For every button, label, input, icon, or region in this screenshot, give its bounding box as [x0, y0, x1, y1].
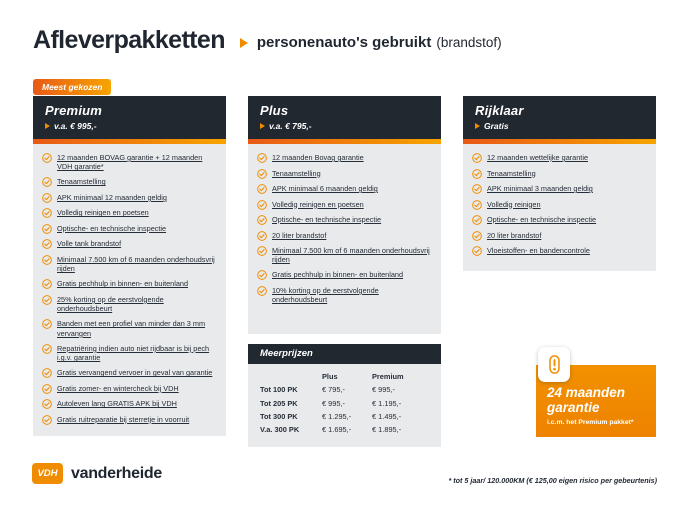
check-icon: [257, 169, 267, 179]
feature-text: Banden met een profiel van minder dan 3 mm vervangen: [57, 319, 206, 338]
check-icon: [472, 153, 482, 163]
package-card-plus: [248, 96, 441, 334]
package-header-plus: [248, 96, 441, 139]
feature-text: Minimaal 7.500 km of 6 maanden onderhoudsvrij rijden: [272, 246, 430, 265]
check-icon: [257, 270, 267, 280]
check-icon: [257, 246, 267, 256]
package-price: Gratis: [484, 121, 509, 131]
feature-item: [42, 344, 218, 363]
package-header-rijklaar: [463, 96, 656, 139]
feature-text: Optische- en technische inspectie: [272, 215, 382, 224]
brand-name: vanderheide: [71, 464, 162, 482]
feature-item: [42, 255, 218, 274]
feature-item: [42, 193, 218, 203]
feature-item: [42, 319, 218, 338]
feature-item: [257, 286, 433, 305]
column-header-plus: Plus: [322, 372, 338, 381]
guarantee-line2: garantie: [547, 399, 600, 415]
feature-text: 10% korting op de eerstvolgende onderhoudsbeurt: [272, 285, 379, 305]
premium-price-cell: € 995,-: [372, 385, 396, 395]
check-icon: [257, 184, 267, 194]
check-icon: [42, 239, 52, 249]
plus-price-cell: € 995,-: [322, 398, 346, 408]
guarantee-line1: 24 maanden: [547, 385, 626, 400]
feature-text: Vloeistoffen- en bandencontrole: [487, 246, 590, 255]
feature-text: Gratis zomer- en wintercheck bij VDH: [57, 383, 179, 393]
feature-item: [42, 279, 218, 289]
surcharges-row: [260, 412, 431, 421]
check-icon: [42, 279, 52, 289]
power-range-label: Tot 205 PK: [260, 398, 298, 408]
feature-text: Volledig reinigen en poetsen: [57, 208, 149, 218]
feature-item: [472, 153, 648, 163]
feature-list-plus: [248, 144, 441, 334]
check-icon: [42, 153, 52, 163]
feature-text: Tenaamstelling: [487, 168, 536, 178]
feature-text: Volledig reinigen en poetsen: [272, 199, 364, 209]
premium-price-cell: € 1.895,-: [372, 425, 402, 434]
surcharges-row: [260, 399, 431, 408]
feature-text: 20 liter brandstof: [487, 230, 542, 240]
check-icon: [42, 193, 52, 203]
surcharges-card: [248, 344, 441, 447]
check-icon: [42, 344, 52, 354]
power-range-label: Tot 100 PK: [260, 385, 298, 395]
surcharges-table-header-row: [260, 372, 431, 381]
package-name: Rijklaar: [475, 103, 524, 118]
guarantee-subtext: i.c.m. het Premium pakket*: [547, 419, 634, 427]
feature-text: Tenaamstelling: [272, 168, 321, 178]
package-header-premium: [33, 96, 226, 139]
check-icon: [257, 200, 267, 210]
feature-item: [257, 184, 433, 194]
disclaimer-footnote: * tot 5 jaar/ 120.000KM (€ 125,00 eigen risico per gebeurtenis): [448, 476, 657, 485]
feature-item: [257, 153, 433, 163]
package-price-row: [475, 121, 644, 131]
feature-text: Optische- en technische inspectie: [57, 223, 167, 233]
check-icon: [42, 224, 52, 234]
premium-price-cell: € 1.495,-: [372, 411, 402, 421]
feature-text: APK minimaal 6 maanden geldig: [272, 184, 378, 193]
check-icon: [257, 153, 267, 163]
feature-text: Minimaal 7.500 km of 6 maanden onderhoudsvrij rijden: [57, 254, 215, 274]
surcharges-header: [248, 344, 441, 364]
feature-item: [472, 215, 648, 225]
plus-price-cell: € 795,-: [322, 385, 346, 395]
feature-item: [257, 169, 433, 179]
surcharges-title: Meerprijzen: [260, 348, 313, 359]
feature-text: 12 maanden BOVAG garantie + 12 maanden VDH garantie*: [57, 153, 203, 172]
check-icon: [42, 399, 52, 409]
surcharges-row: [260, 425, 431, 434]
check-icon: [472, 184, 482, 194]
feature-text: 12 maanden Bovag garantie: [272, 153, 364, 162]
feature-text: 12 maanden wettelijke garantie: [487, 153, 589, 162]
page-title: Afleverpakketten: [33, 26, 225, 54]
package-card-rijklaar: [463, 96, 656, 271]
feature-item: [42, 177, 218, 187]
feature-item: [472, 200, 648, 210]
power-range-label: V.a. 300 PK: [260, 425, 300, 434]
surcharges-rows: [260, 385, 431, 434]
feature-list-rijklaar: [463, 144, 656, 271]
feature-item: [42, 153, 218, 172]
check-icon: [42, 295, 52, 305]
package-price: v.a. € 995,-: [54, 121, 97, 131]
page-subtitle-suffix: (brandstof): [436, 35, 502, 50]
feature-list-premium: [33, 144, 226, 436]
feature-item: [42, 368, 218, 378]
feature-text: Volle tank brandstof: [57, 239, 122, 249]
feature-item: [257, 215, 433, 225]
feature-item: [42, 295, 218, 314]
feature-item: [472, 246, 648, 256]
feature-text: Volledig reinigen: [487, 199, 541, 209]
feature-text: 20 liter brandstof: [272, 230, 327, 240]
feature-item: [257, 246, 433, 265]
brand-row: [32, 463, 162, 484]
feature-text: APK minimaal 12 maanden geldig: [57, 192, 167, 202]
most-chosen-badge: Meest gekozen: [33, 79, 111, 95]
feature-item: [257, 231, 433, 241]
guarantee-callout: [536, 365, 656, 437]
power-range-label: Tot 300 PK: [260, 411, 298, 421]
check-icon: [472, 246, 482, 256]
feature-item: [472, 184, 648, 194]
feature-item: [257, 200, 433, 210]
feature-text: 25% korting op de eerstvolgende onderhoudsbeurt: [57, 294, 164, 314]
feature-item: [257, 270, 433, 280]
check-icon: [42, 255, 52, 265]
feature-item: [42, 224, 218, 234]
check-icon: [472, 200, 482, 210]
check-icon: [42, 368, 52, 378]
feature-item: [42, 399, 218, 409]
arrow-right-icon: [475, 123, 480, 129]
package-price-row: [45, 121, 214, 131]
feature-text: Optische- en technische inspectie: [487, 215, 597, 224]
feature-item: [42, 239, 218, 249]
package-price-row: [260, 121, 429, 131]
surcharges-table: [248, 364, 441, 447]
column-header-premium: Premium: [372, 372, 404, 381]
feature-text: Gratis pechhulp in binnen- en buitenland: [272, 270, 404, 280]
warranty-alert-icon: [538, 347, 570, 382]
check-icon: [472, 215, 482, 225]
arrow-right-icon: [45, 123, 50, 129]
plus-price-cell: € 1.295,-: [322, 411, 352, 421]
package-price: v.a. € 795,-: [269, 121, 312, 131]
feature-item: [42, 384, 218, 394]
feature-text: Gratis vervangend vervoer in geval van garantie: [57, 368, 213, 378]
plus-price-cell: € 1.695,-: [322, 425, 352, 434]
surcharges-row: [260, 385, 431, 394]
feature-text: Tenaamstelling: [57, 177, 106, 187]
check-icon: [42, 384, 52, 394]
check-icon: [257, 215, 267, 225]
feature-item: [472, 231, 648, 241]
package-name: Premium: [45, 103, 103, 118]
check-icon: [472, 231, 482, 241]
premium-price-cell: € 1.195,-: [372, 398, 402, 408]
feature-text: Gratis ruitreparatie bij sterretje in voorruit: [57, 414, 190, 424]
package-card-premium: [33, 96, 226, 436]
check-icon: [42, 319, 52, 329]
feature-item: [472, 169, 648, 179]
arrow-right-icon: [240, 38, 248, 48]
empty-cell: [260, 372, 322, 381]
check-icon: [42, 177, 52, 187]
feature-text: Gratis pechhulp in binnen- en buitenland: [57, 279, 189, 289]
feature-item: [42, 415, 218, 425]
package-name: Plus: [260, 103, 289, 118]
check-icon: [42, 415, 52, 425]
page-header: [33, 26, 502, 55]
page-subtitle: personenauto's gebruikt: [256, 33, 432, 51]
feature-text: Autoleven lang GRATIS APK bij VDH: [57, 399, 177, 409]
feature-text: APK minimaal 3 maanden geldig: [487, 184, 593, 193]
check-icon: [42, 208, 52, 218]
feature-item: [42, 208, 218, 218]
feature-text: Repatriëring indien auto niet rijdbaar is bij pech i.g.v. garantie: [57, 343, 210, 363]
vdh-logo: VDH: [32, 463, 63, 484]
check-icon: [257, 286, 267, 296]
check-icon: [472, 169, 482, 179]
arrow-right-icon: [260, 123, 265, 129]
check-icon: [257, 231, 267, 241]
